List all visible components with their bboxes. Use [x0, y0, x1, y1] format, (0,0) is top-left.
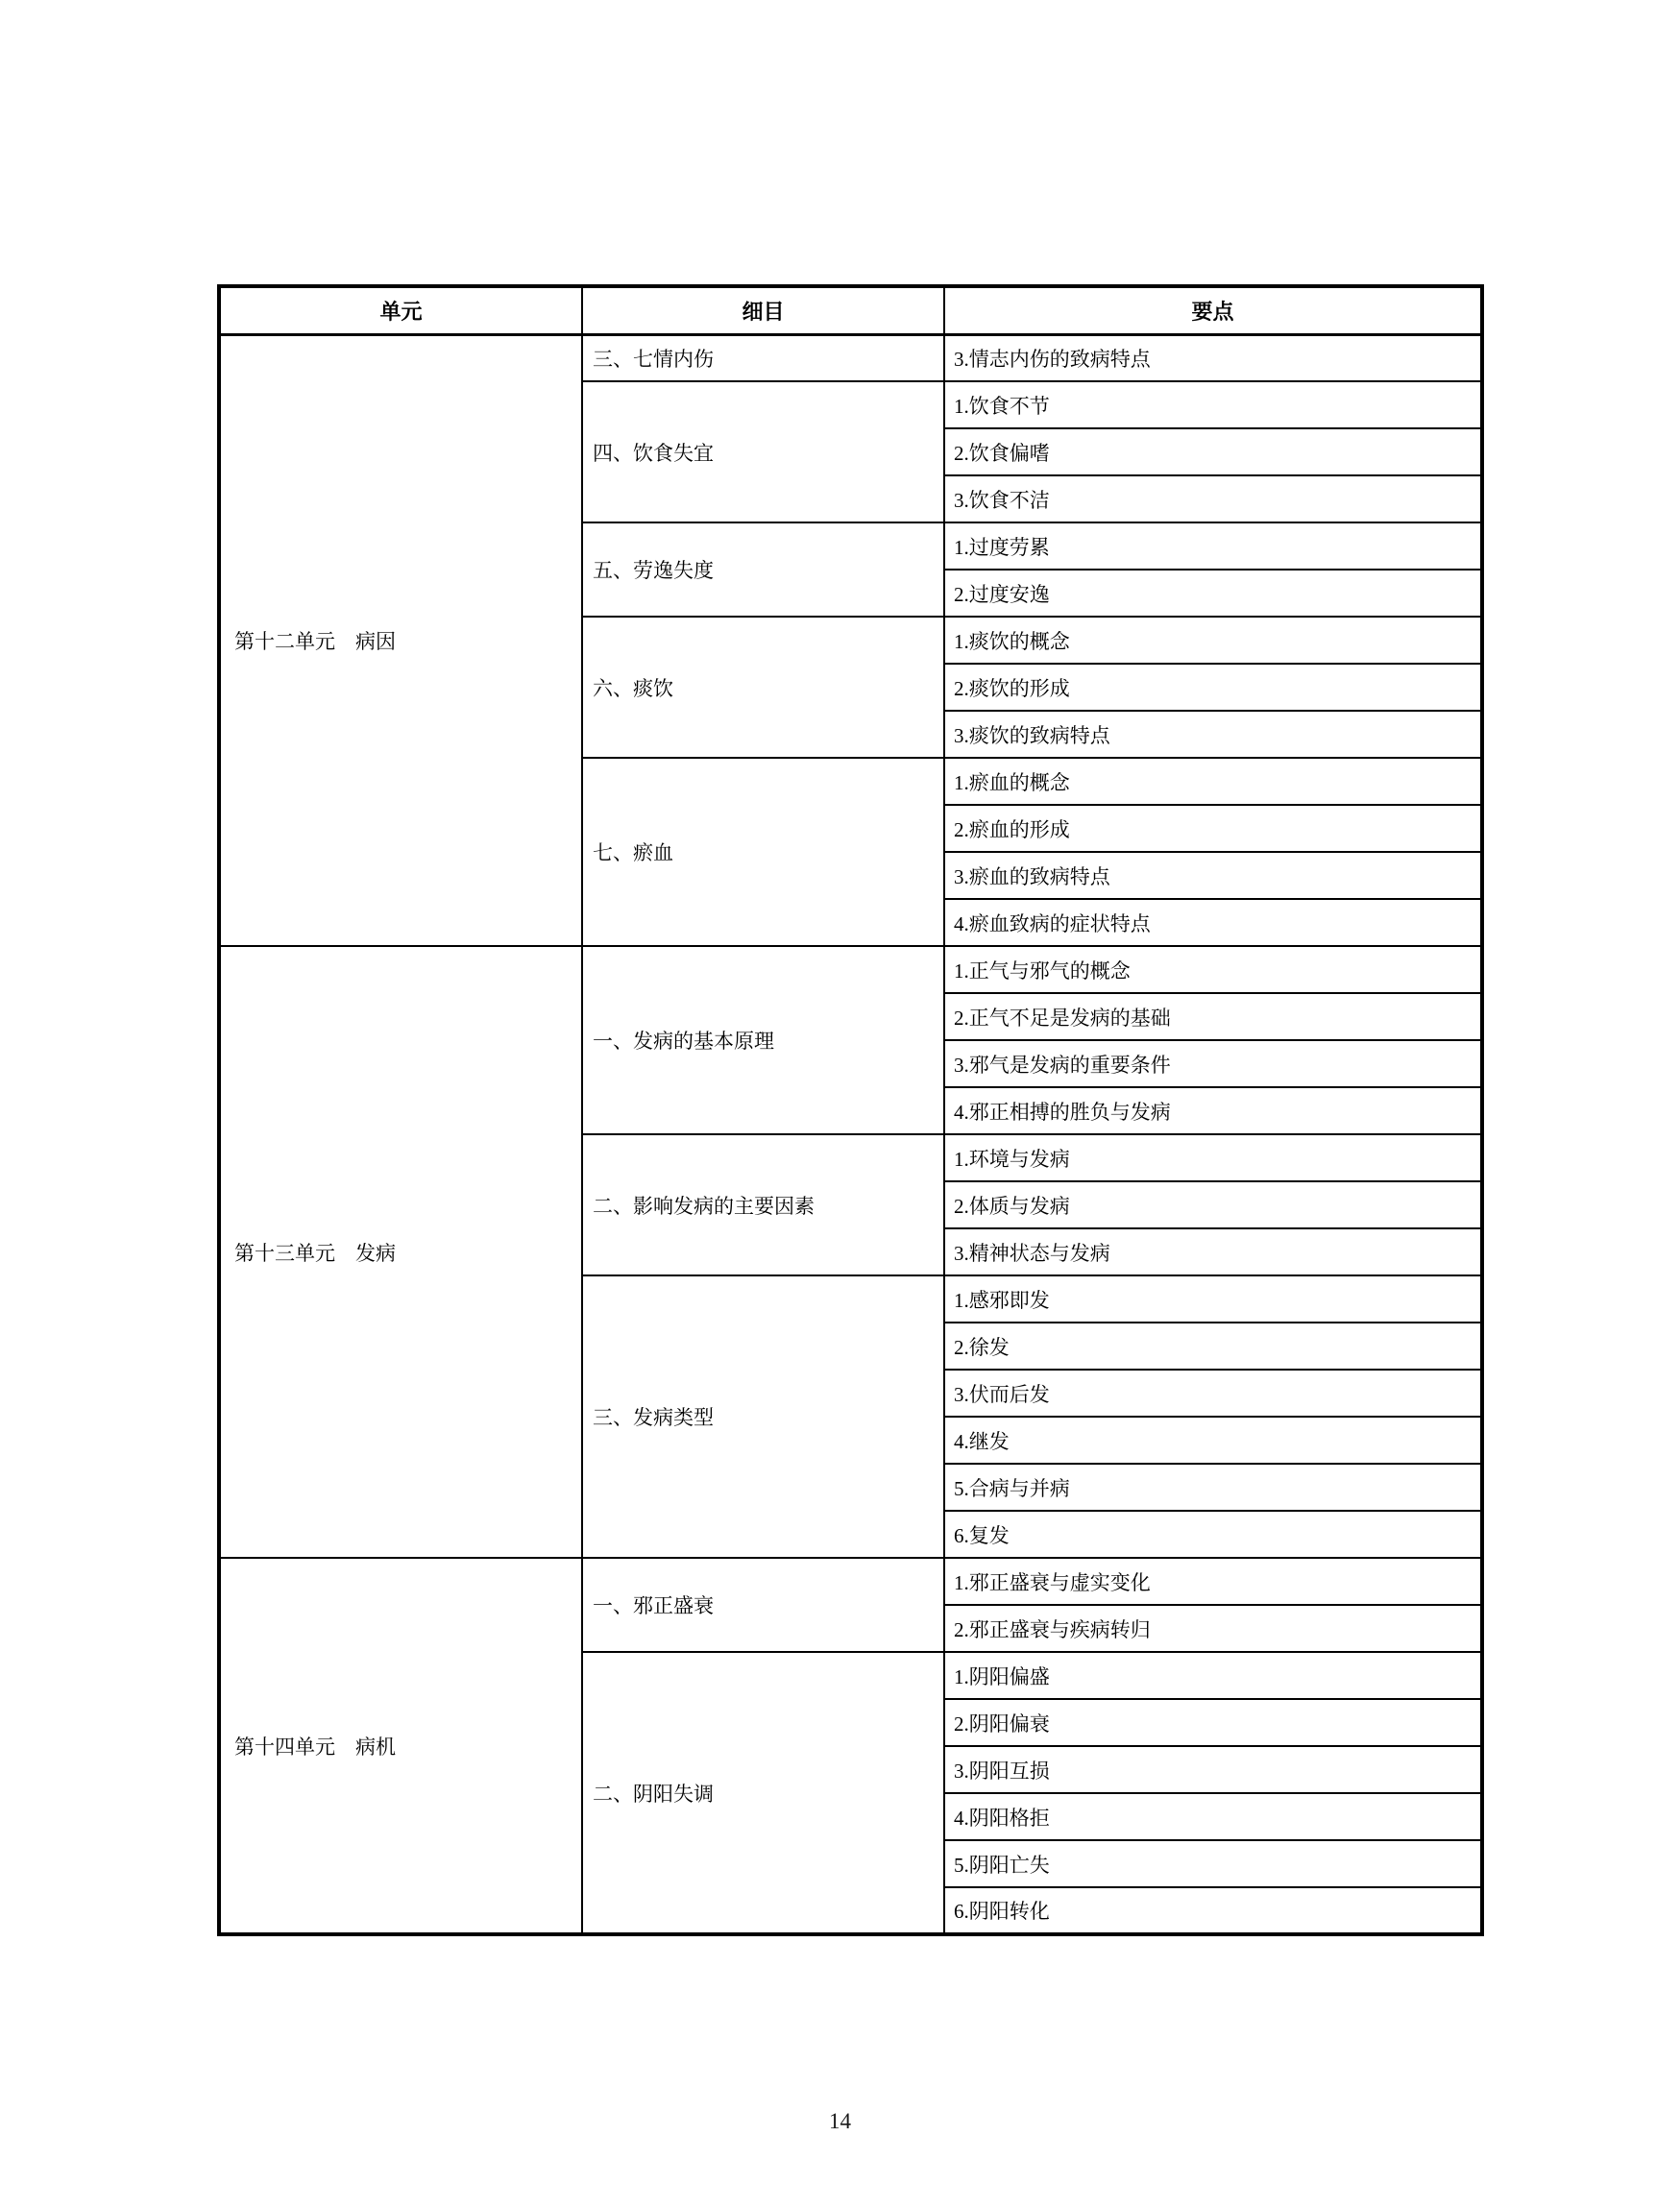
point-cell: 2.体质与发病 — [944, 1181, 1482, 1228]
table-row — [219, 946, 1482, 993]
point-cell: 1.感邪即发 — [944, 1275, 1482, 1323]
subsection-cell: 六、痰饮 — [582, 617, 944, 758]
point-cell: 4.邪正相搏的胜负与发病 — [944, 1087, 1482, 1134]
subsection-cell: 三、发病类型 — [582, 1275, 944, 1558]
syllabus-table — [217, 284, 1484, 1936]
subsection-cell: 一、邪正盛衰 — [582, 1558, 944, 1652]
point-cell: 1.过度劳累 — [944, 522, 1482, 570]
table-row — [219, 1558, 1482, 1605]
point-cell: 2.邪正盛衰与疾病转归 — [944, 1605, 1482, 1652]
page-number: 14 — [829, 2109, 851, 2133]
point-cell: 4.瘀血致病的症状特点 — [944, 899, 1482, 946]
unit-cell: 第十四单元 病机 — [219, 1558, 582, 1934]
point-cell: 3.精神状态与发病 — [944, 1228, 1482, 1275]
table-row — [219, 334, 1482, 381]
point-cell: 1.邪正盛衰与虚实变化 — [944, 1558, 1482, 1605]
point-cell: 5.合病与并病 — [944, 1464, 1482, 1511]
subsection-cell: 七、瘀血 — [582, 758, 944, 946]
point-cell: 3.情志内伤的致病特点 — [944, 334, 1482, 381]
column-header-unit: 单元 — [219, 286, 582, 334]
point-cell: 3.阴阳互损 — [944, 1746, 1482, 1793]
point-cell: 2.饮食偏嗜 — [944, 428, 1482, 475]
subsection-cell: 五、劳逸失度 — [582, 522, 944, 617]
subsection-cell: 三、七情内伤 — [582, 334, 944, 381]
point-cell: 2.瘀血的形成 — [944, 805, 1482, 852]
point-cell: 1.痰饮的概念 — [944, 617, 1482, 664]
point-cell: 3.瘀血的致病特点 — [944, 852, 1482, 899]
point-cell: 5.阴阳亡失 — [944, 1840, 1482, 1887]
subsection-cell: 一、发病的基本原理 — [582, 946, 944, 1134]
point-cell: 3.邪气是发病的重要条件 — [944, 1040, 1482, 1087]
point-cell: 4.继发 — [944, 1417, 1482, 1464]
point-cell: 1.正气与邪气的概念 — [944, 946, 1482, 993]
point-cell: 2.痰饮的形成 — [944, 664, 1482, 711]
column-header-points: 要点 — [944, 286, 1482, 334]
point-cell: 1.瘀血的概念 — [944, 758, 1482, 805]
point-cell: 2.过度安逸 — [944, 570, 1482, 617]
point-cell: 3.伏而后发 — [944, 1370, 1482, 1417]
point-cell: 2.徐发 — [944, 1323, 1482, 1370]
point-cell: 2.正气不足是发病的基础 — [944, 993, 1482, 1040]
table-header-row — [219, 286, 1482, 334]
point-cell: 1.饮食不节 — [944, 381, 1482, 428]
point-cell: 3.饮食不洁 — [944, 475, 1482, 522]
subsection-cell: 四、饮食失宜 — [582, 381, 944, 522]
point-cell: 1.环境与发病 — [944, 1134, 1482, 1181]
unit-cell: 第十二单元 病因 — [219, 334, 582, 946]
unit-cell: 第十三单元 发病 — [219, 946, 582, 1558]
point-cell: 4.阴阳格拒 — [944, 1793, 1482, 1840]
column-header-subsection: 细目 — [582, 286, 944, 334]
point-cell: 2.阴阳偏衰 — [944, 1699, 1482, 1746]
point-cell: 3.痰饮的致病特点 — [944, 711, 1482, 758]
subsection-cell: 二、阴阳失调 — [582, 1652, 944, 1934]
subsection-cell: 二、影响发病的主要因素 — [582, 1134, 944, 1275]
point-cell: 1.阴阳偏盛 — [944, 1652, 1482, 1699]
point-cell: 6.阴阳转化 — [944, 1887, 1482, 1934]
point-cell: 6.复发 — [944, 1511, 1482, 1558]
